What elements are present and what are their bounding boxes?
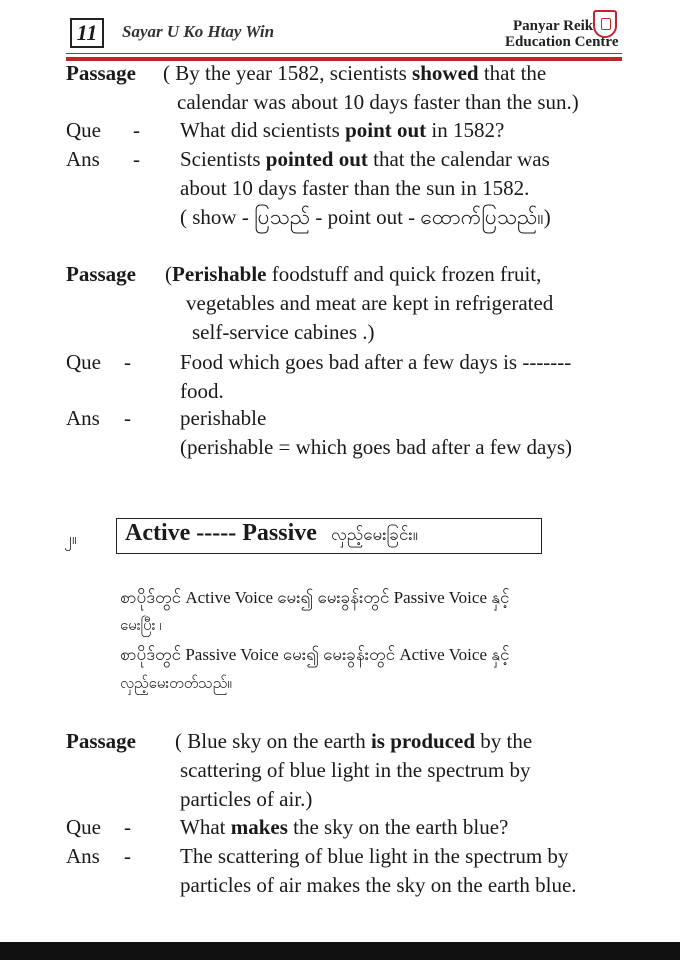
answer-label: Ans xyxy=(66,844,100,868)
passage-label: Passage xyxy=(66,262,136,286)
passage-line: ( Blue sky on the earth is produced by the xyxy=(175,729,533,753)
question-label: Que xyxy=(66,350,101,374)
passage-line: particles of air.) xyxy=(180,787,313,811)
answer-label: Ans xyxy=(66,147,100,171)
answer-line: The scattering of blue light in the spectrum by xyxy=(180,844,569,868)
answer-line: particles of air makes the sky on the earth blue. xyxy=(180,873,577,897)
brand-line-2: Education Centre xyxy=(505,34,619,50)
question-text: Food which goes bad after a few days is ------- xyxy=(180,350,572,374)
question-label: Que xyxy=(66,815,101,839)
passage-label: Passage xyxy=(66,729,136,753)
label-dash: - xyxy=(124,815,131,839)
question-label: Que xyxy=(66,118,101,142)
instruction-line: မေးပြီး ၊ xyxy=(120,618,162,634)
label-dash: - xyxy=(124,406,131,430)
header-divider xyxy=(66,53,622,54)
passage-label: Passage xyxy=(66,61,136,85)
page-bottom-border xyxy=(0,942,680,960)
passage-line: self-service cabines .) xyxy=(192,320,375,344)
passage-line: scattering of blue light in the spectrum by xyxy=(180,758,531,782)
author-name: Sayar U Ko Htay Win xyxy=(122,22,275,41)
passage-line: vegetables and meat are kept in refrigerated xyxy=(186,291,554,315)
question-text: What did scientists point out in 1582? xyxy=(180,118,505,142)
school-crest-icon xyxy=(593,10,617,38)
instruction-line: လှည့်မေးတတ်သည်။ xyxy=(120,676,232,692)
passage-line: ( By the year 1582, scientists showed that the xyxy=(163,61,547,85)
instruction-line: စာပိုဒ်တွင် Passive Voice မေး၍ မေးခွန်းတွင် Active Voice နှင့် xyxy=(120,645,510,664)
label-dash: - xyxy=(124,844,131,868)
passage-line: (Perishable foodstuff and quick frozen fruit, xyxy=(165,262,542,286)
label-dash: - xyxy=(133,118,140,142)
answer-line: Scientists pointed out that the calendar was xyxy=(180,147,550,171)
question-text: food. xyxy=(180,379,224,403)
vocabulary-note: ( show - ပြသည် - point out - ထောက်ပြသည်။) xyxy=(180,205,551,229)
answer-line: perishable xyxy=(180,406,267,430)
label-dash: - xyxy=(133,147,140,171)
answer-line: about 10 days faster than the sun in 1582. xyxy=(180,176,530,200)
brand-line-1: Panyar Reik xyxy=(513,18,594,34)
answer-label: Ans xyxy=(66,406,100,430)
instruction-line: စာပိုဒ်တွင် Active Voice မေး၍ မေးခွန်းတွင် Passive Voice နှင့် xyxy=(120,588,510,607)
section-title: Active ----- Passive လှည့်မေးခြင်း။ xyxy=(125,520,418,546)
section-number: ၂။ xyxy=(64,531,77,548)
answer-line: (perishable = which goes bad after a few days) xyxy=(180,435,573,459)
page-number: 11 xyxy=(70,18,104,48)
question-text: What makes the sky on the earth blue? xyxy=(180,815,509,839)
label-dash: - xyxy=(124,350,131,374)
passage-line: calendar was about 10 days faster than the sun.) xyxy=(177,90,579,114)
